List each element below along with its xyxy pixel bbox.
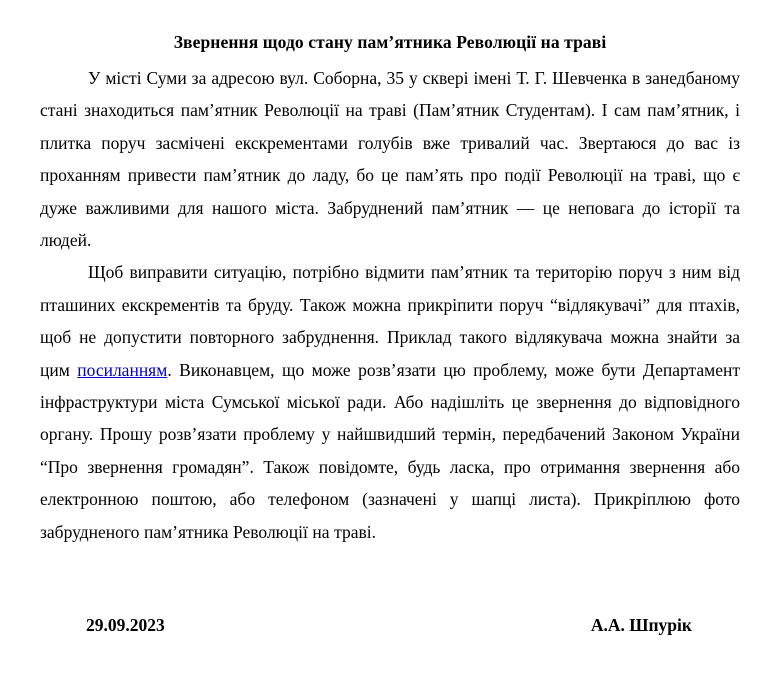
- footer-signature: А.А. Шпурік: [590, 615, 692, 635]
- paragraph-2-text-before-link: Щоб виправити ситуацію, потрібно відмити пам’ятник та територію поруч з ним від пташиних екскрементів та бруду. Також можна прикріпити поруч “відлякувачі” для птахів, щоб не допустити повторного забруднення. Приклад такого відлякувача можна знайти за цим: [40, 262, 740, 380]
- paragraph-1: У місті Суми за адресою вул. Соборна, 35 у сквері імені Т. Г. Шевченка в занедбаному стані знаходиться пам’ятник Революції на траві (Пам’ятник Студентам). І сам пам’ятник, і плитка поруч засмічені екскрементами голубів вже тривалий час. Звертаюся до вас із проханням привести пам’ятник до ладу, бо це пам’ять про події Революції на траві, що є дуже важливими для нашого міста. Забруднений пам’ятник — це неповага до історії та людей.: [40, 68, 740, 251]
- footer-date: 29.09.2023: [86, 615, 165, 635]
- page-title: Звернення щодо стану пам’ятника Революції на траві: [173, 31, 607, 52]
- paragraph-2-text-after-link: . Виконавцем, що може розв’язати цю проблему, може бути Департамент інфраструктури міста Сумської міської ради. Або надішліть це звернення до відповідного органу. Прошу розв’язати проблему у найшвидший термін, передбачений Законом України “Про звернення громадян”. Також повідомте, будь ласка, про отримання звернення або електронною поштою, або телефоном (зазначені у шапці листа). Прикріплюю фото забрудненого пам’ятника Революції на траві.: [40, 359, 740, 542]
- document-body: [40, 62, 740, 548]
- paragraph-2: [40, 256, 740, 548]
- example-deterrent-link[interactable]: посиланням: [77, 359, 168, 380]
- document-footer: [40, 612, 740, 638]
